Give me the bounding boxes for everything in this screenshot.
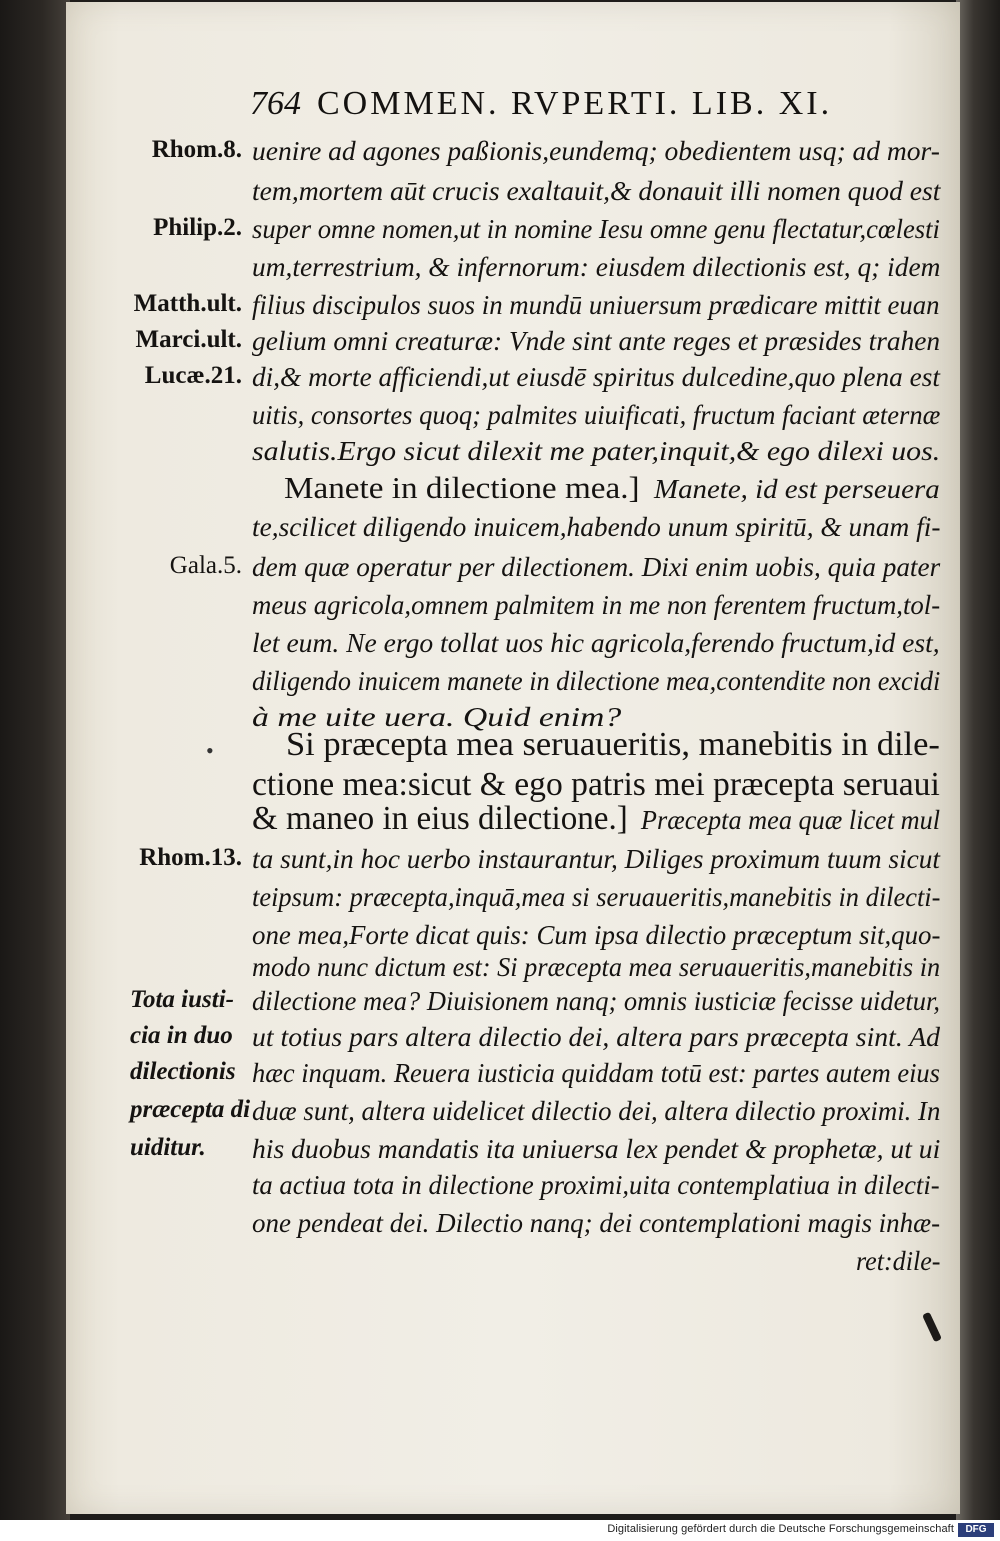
margin-note-gloss: uiditur. [130,1134,206,1161]
text-line: tem,mortem aūt crucis exaltauit,& donauit illi nomen quod est [252,176,941,206]
text-line: ta actiua tota in dilectione proximi,uita contemplatiua in dilecti- [252,1170,940,1200]
digitization-footer [0,1520,1000,1541]
funding-credit: Digitalisierung gefördert durch die Deutsche Forschungsgemeinschaft [607,1523,954,1535]
margin-note: Matth.ult. [133,290,242,317]
running-head [250,85,940,123]
margin-note: Marci.ult. [135,326,242,353]
text-line: duæ sunt, altera uidelicet dilectio dei, altera dilectio proximi. In [252,1096,941,1126]
lemma: Manete in dilectione mea.] [284,470,640,505]
running-title: COMMEN. RVPERTI. LIB. XI. [317,85,833,122]
text-line: his duobus mandatis ita uniuersa lex pendet & prophetæ, ut ui [252,1134,941,1164]
text-line: dem quæ operatur per dilectionem. Dixi enim uobis, quia pater [252,552,941,582]
catchword: ret:dile- [856,1246,941,1276]
lemma: & maneo in eius dilectione.] [252,800,628,837]
text-line: diligendo inuicem manete in dilectione mea,contendite non excidi [252,666,941,696]
text-line: ta sunt,in hoc uerbo instaurantur, Diliges proximum tuum sicut [252,844,941,874]
marginal-dot: • [206,738,214,763]
text-line: super omne nomen,ut in nomine Iesu omne genu flectatur,cœlesti [252,214,940,244]
text-line: dilectione mea? Diuisionem nanq; omnis iusticiæ fecisse uidetur, [252,986,940,1016]
dfg-logo: DFG [958,1523,994,1537]
text-line: gelium omni creaturæ: Vnde sint ante reges et præsides trahen [252,326,941,356]
page-number: 764 [250,85,301,122]
text-line: uitis, consortes quoq; palmites uiuificati, fructum faciant æternæ [252,400,941,430]
text-line: modo nunc dictum est: Si præcepta mea seruaueritis,manebitis in [252,952,941,982]
margin-note: Gala.5. [169,552,242,579]
commentary-text: Manete, id est perseuera [654,474,940,504]
text-line: salutis.Ergo sicut dilexit me pater,inquit,& ego dilexi uos. [252,436,941,466]
text-line: à me uite uera. Quid enim? [252,702,622,732]
margin-note-gloss: dilectionis [130,1058,236,1085]
text-line: filius discipulos suos in mundū uniuersum prædicare mittit euan [252,290,940,320]
text-line: uenire ad agones paßionis,eundemq; obedientem usq; ad mor- [252,136,940,166]
scripture-line: Si præcepta mea seruaueritis, manebitis in dile- [286,726,940,763]
book-spine-edge [0,0,70,1520]
commentary-text: Præcepta mea quæ licet mul [640,805,941,835]
text-line: ut totius pars altera dilectio dei, altera pars præcepta sint. Ad [252,1022,941,1052]
text-line: um,terrestrium, & infernorum: eiusdem dilectionis est, q; idem [252,252,941,282]
margin-note-gloss: Tota iusti- [130,986,234,1013]
text-line: teipsum: præcepta,inquā,mea si seruaueritis,manebitis in dilecti- [252,882,941,912]
text-line: one pendeat dei. Dilectio nanq; dei contemplationi magis inhæ- [252,1208,941,1238]
text-line-lemma [252,800,940,838]
margin-note-gloss: cia in duo [130,1022,233,1049]
text-line: let eum. Ne ergo tollat uos hic agricola,ferendo fructum,id est, [252,628,940,658]
scripture-line: ctione mea:sicut & ego patris mei præcepta seruaui [252,766,940,803]
text-line-lemma [284,470,940,506]
margin-note: Rhom.13. [139,844,242,871]
margin-note: Lucæ.21. [144,362,242,389]
book-fore-edge [956,0,1000,1520]
margin-note-gloss: præcepta di [130,1096,251,1123]
text-line: meus agricola,omnem palmitem in me non ferentem fructum,tol- [252,590,941,620]
margin-note: Rhom.8. [151,136,242,163]
text-line: one mea,Forte dicat quis: Cum ipsa dilectio præceptum sit,quo- [252,920,941,950]
text-line: di,& morte afficiendi,ut eiusdē spiritus dulcedine,quo plena est [252,362,940,392]
margin-note: Philip.2. [153,214,242,241]
text-line: hæc inquam. Reuera iusticia quiddam totū est: partes autem eius [252,1058,940,1088]
text-line: te,scilicet diligendo inuicem,habendo unum spiritū, & unam fi- [252,512,941,542]
